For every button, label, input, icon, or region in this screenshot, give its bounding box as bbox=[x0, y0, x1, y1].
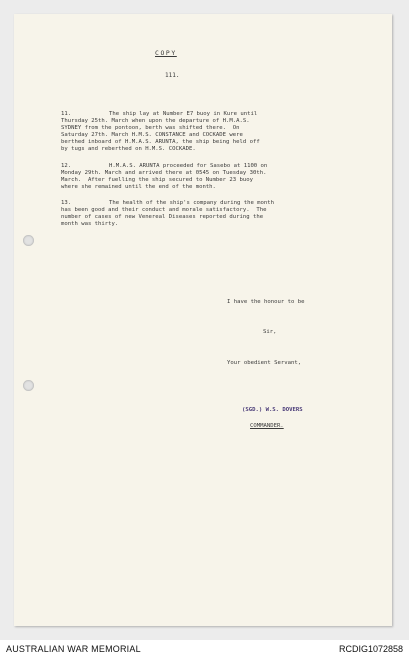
document-heading: COPY bbox=[155, 49, 177, 57]
record-id: RCDIG1072858 bbox=[338, 644, 403, 654]
paragraph-line: Thursday 25th. March when upon the departure of H.M.A.S. bbox=[61, 118, 250, 124]
paragraph-line: H.M.A.S. ARUNTA proceeded for Sasebo at 1100 on bbox=[109, 163, 268, 169]
paragraph-line: The ship lay at Number E7 buoy in Kure until bbox=[109, 111, 258, 117]
closing-servant: Your obedient Servant, bbox=[227, 360, 302, 366]
closing-salutation: Sir, bbox=[263, 329, 277, 335]
paragraph-line: SYDNEY from the pontoon, berth was shifted there. On bbox=[61, 125, 240, 131]
paragraph-line: berthed inboard of H.M.A.S. ARUNTA, the ship being held off bbox=[61, 139, 260, 145]
paragraph-line: by tugs and reberthed on H.M.S. COCKADE. bbox=[61, 146, 196, 152]
archive-name: AUSTRALIAN WAR MEMORIAL bbox=[6, 644, 141, 654]
paragraph-line: The health of the ship's company during the month bbox=[109, 200, 275, 206]
paragraph-line: where she remained until the end of the month. bbox=[61, 184, 216, 190]
paragraph-line: has been good and their conduct and morale satisfactory. The bbox=[61, 207, 267, 213]
paragraph-line: Monday 29th. March and arrived there at 0545 on Tuesday 30th. bbox=[61, 170, 267, 176]
document-page bbox=[14, 14, 392, 626]
paragraph-line: number of cases of new Venereal Diseases reported during the bbox=[61, 214, 264, 220]
paragraph-line: Saturday 27th. March H.M.S. CONSTANCE and COCKADE were bbox=[61, 132, 243, 138]
paragraph-number: 11. bbox=[61, 111, 72, 117]
paragraph-number: 13. bbox=[61, 200, 72, 206]
paragraph-line: March. After fuelling the ship secured to Number 23 buoy bbox=[61, 177, 253, 183]
punch-hole bbox=[23, 235, 34, 246]
punch-hole bbox=[23, 380, 34, 391]
signature-block: (SGD.) W.S. DOVERS bbox=[242, 407, 303, 413]
page-number: 111. bbox=[165, 72, 180, 79]
closing-honour: I have the honour to be bbox=[227, 299, 305, 305]
paragraph-line: month was thirty. bbox=[61, 221, 119, 227]
signatory-rank: COMMANDER. bbox=[250, 423, 284, 429]
paragraph-number: 12. bbox=[61, 163, 72, 169]
